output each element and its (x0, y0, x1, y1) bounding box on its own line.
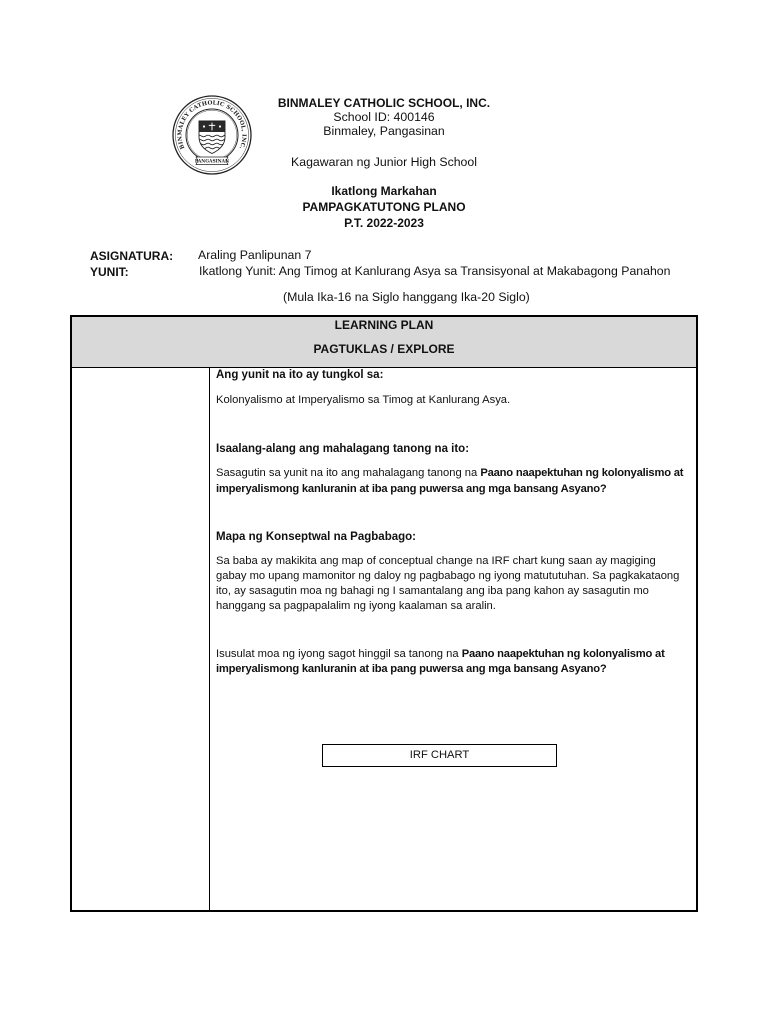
school-year: P.T. 2022-2023 (344, 216, 424, 230)
seal-ring-text: BINMALEY CATHOLIC SCHOOL, INC. (177, 100, 247, 150)
subject-label: ASIGNATURA: (90, 249, 174, 263)
essential-question-heading: Isaalang-alang ang mahalagang tanong na ito: (216, 443, 470, 455)
unit-topic-text: Kolonyalismo at Imperyalismo sa Timog at Kanlurang Asya. (216, 394, 511, 406)
unit-topic-heading: Ang yunit na ito ay tungkol sa: (216, 369, 384, 381)
school-name: BINMALEY CATHOLIC SCHOOL, INC. (277, 96, 491, 110)
irf-chart-label: IRF CHART (409, 749, 470, 761)
school-id: School ID: 400146 (333, 110, 435, 124)
concept-map-heading: Mapa ng Konseptwal na Pagbabago: (216, 531, 416, 543)
seal-banner-text: PANGASINAN (194, 159, 230, 165)
essential-question-intro: Sasagutin sa yunit na ito ang mahalagang tanong na (216, 467, 478, 479)
irf-chart-box (322, 744, 557, 767)
table-stage-title: PAGTUKLAS / EXPLORE (313, 342, 455, 356)
answer-prompt-question: Paano naapektuhan ng kolonyalismo at imperyalismong kanluranin at iba pang puwersa ang mga bansang Asyano? (216, 648, 665, 675)
quarter-title: Ikatlong Markahan (331, 184, 437, 198)
essential-question-paragraph (216, 465, 686, 497)
unit-period: (Mula Ika-16 na Siglo hanggang Ika-20 Siglo) (283, 290, 530, 304)
column-divider (209, 368, 210, 910)
school-address: Binmaley, Pangasinan (323, 124, 445, 138)
answer-prompt-intro: Isusulat moa ng iyong sagot hinggil sa tanong na (216, 648, 459, 660)
plan-title: PAMPAGKATUTONG PLANO (302, 200, 466, 214)
unit-value: Ikatlong Yunit: Ang Timog at Kanlurang Asya sa Transisyonal at Makabagong Panahon (199, 264, 671, 278)
subject-value: Araling Panlipunan 7 (198, 248, 312, 262)
department-name: Kagawaran ng Junior High School (291, 155, 477, 169)
table-title: LEARNING PLAN (334, 318, 434, 332)
unit-label: YUNIT: (90, 265, 129, 279)
table-left-cell (72, 368, 209, 910)
answer-prompt-paragraph (216, 647, 686, 677)
concept-map-paragraph: Sa baba ay makikita ang map of conceptual change na IRF chart kung saan ay magiging gabay mo upang mamonitor ng daloy ng pagbabago ng iyong matututuhan. Sa pagkakataong ito, ay sasagutin moa ng bahagi ng I samantalang ang iba pang kahon ay sasagutin mo hanggang sa pagpapalalim ng iyong kaalaman sa aralin. (216, 555, 680, 612)
essential-question-text: Paano naapektuhan ng kolonyalismo at imperyalismong kanluranin at iba pang puwersa ang mga bansang Asyano? (216, 467, 684, 495)
